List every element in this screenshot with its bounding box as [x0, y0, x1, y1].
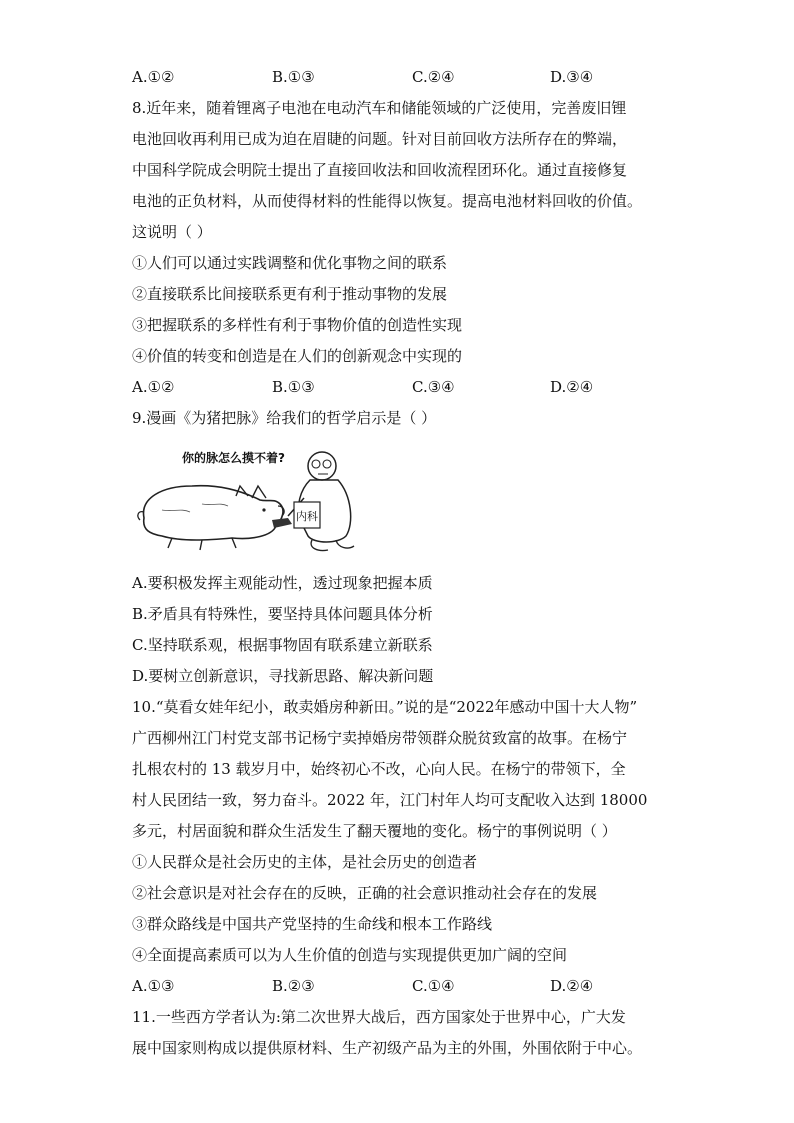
option-d: D.③④: [550, 68, 594, 86]
q9-stem: 9.漫画《为猪把脉》给我们的哲学启示是（ ）: [132, 409, 437, 427]
option-a: A.①②: [132, 68, 175, 86]
q11-stem-line: 11.一些西方学者认为:第二次世界大战后，西方国家处于世界中心，广大发: [132, 1008, 626, 1026]
q8-stem-line: 8.近年来，随着锂离子电池在电动汽车和储能领域的广泛使用，完善废旧锂: [132, 99, 627, 117]
q10-stem-line: 多元，村居面貌和群众生活发生了翻天覆地的变化。杨宁的事例说明（ ）: [132, 822, 617, 840]
q8-stem-line: 电池回收再利用已成为迫在眉睫的问题。针对目前回收方法所存在的弊端，: [132, 130, 628, 148]
q10-item: ④全面提高素质可以为人生价值的创造与实现提供更加广阔的空间: [132, 946, 568, 964]
option-b: B.②③: [272, 977, 315, 995]
option-d: D.②④: [550, 378, 594, 396]
q9-choice: A.要积极发挥主观能动性，透过现象把握本质: [132, 574, 433, 592]
option-b: B.①③: [272, 68, 315, 86]
q10-stem-line: 10.“莫看女娃年纪小，敢卖婚房种新田。”说的是“2022年感动中国十大人物”: [132, 698, 638, 716]
option-a: A.①②: [132, 378, 175, 396]
option-c: C.②④: [412, 68, 455, 86]
options-row-q10: [132, 971, 672, 1002]
q9-choice: D.要树立创新意识，寻找新思路、解决新问题: [132, 667, 434, 685]
q10-stem-line: 广西柳州江门村党支部书记杨宁卖掉婚房带领群众脱贫致富的故事。在杨宁: [132, 729, 628, 747]
q10-item: ③群众路线是中国共产党坚持的生命线和根本工作路线: [132, 915, 493, 933]
q8-stem-line: 电池的正负材料，从而使得材料的性能得以恢复。提高电池材料回收的价值。: [132, 192, 643, 210]
q9-choice: B.矛盾具有特殊性，要坚持具体问题具体分析: [132, 605, 433, 623]
option-b: B.①③: [272, 378, 315, 396]
option-c: C.③④: [412, 378, 455, 396]
q8-stem-line: 这说明（ ）: [132, 223, 212, 241]
question-11: [132, 1002, 672, 1064]
question-10: [132, 692, 672, 1002]
q10-stem-line: 村人民团结一致，努力奋斗。2022 年，江门村年人均可支配收入达到 18000: [132, 791, 648, 809]
options-row-q8: [132, 372, 672, 403]
option-d: D.②④: [550, 977, 594, 995]
option-a: A.①③: [132, 977, 175, 995]
q8-item: ②直接联系比间接联系更有利于推动事物的发展: [132, 285, 448, 303]
cartoon-speech-text: 你的脉怎么摸不着?: [182, 451, 285, 465]
q10-stem-line: 扎根农村的 13 载岁月中，始终初心不改，心向人民。在杨宁的带领下，全: [132, 760, 626, 778]
cartoon-illustration: [132, 440, 372, 558]
q10-item: ①人民群众是社会历史的主体，是社会历史的创造者: [132, 853, 478, 871]
q8-item: ③把握联系的多样性有利于事物价值的创造性实现: [132, 316, 463, 334]
q9-choice: C.坚持联系观，根据事物固有联系建立新联系: [132, 636, 433, 654]
q8-stem-line: 中国科学院成会明院士提出了直接回收法和回收流程团环化。通过直接修复: [132, 161, 628, 179]
question-9: [132, 403, 672, 692]
q8-item: ①人们可以通过实践调整和优化事物之间的联系: [132, 254, 448, 272]
option-c: C.①④: [412, 977, 455, 995]
q11-stem-line: 展中国家则构成以提供原材料、生产初级产品为主的外围，外围依附于中心。: [132, 1039, 643, 1057]
q8-item: ④价值的转变和创造是在人们的创新观念中实现的: [132, 347, 463, 365]
q10-item: ②社会意识是对社会存在的反映，正确的社会意识推动社会存在的发展: [132, 884, 598, 902]
cartoon-pig-pulse: [132, 440, 372, 558]
question-8: [132, 93, 672, 403]
options-row-q7: [132, 62, 672, 93]
cartoon-sign-text: 内科: [296, 510, 318, 523]
document-page: [132, 62, 672, 1064]
